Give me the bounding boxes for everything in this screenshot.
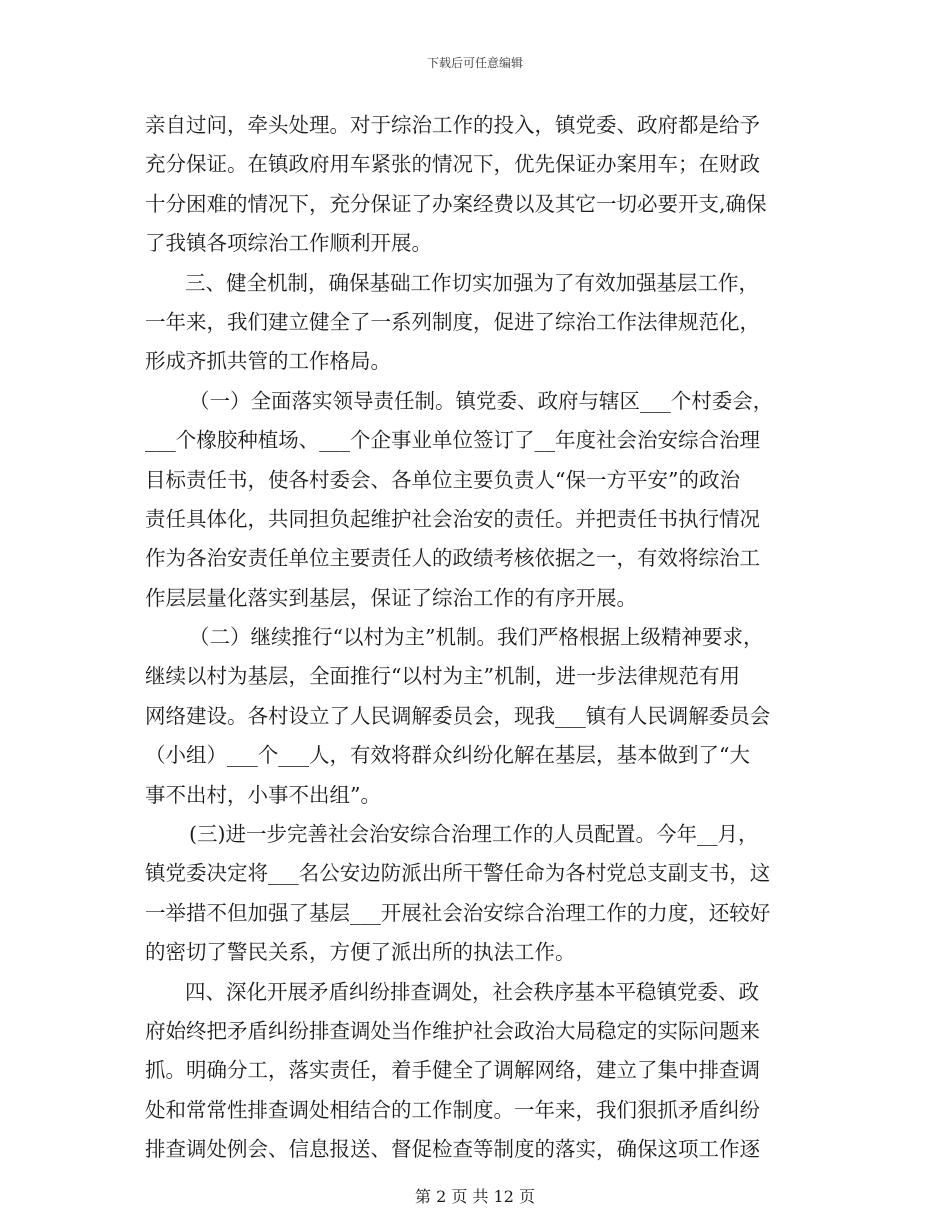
text-line: 形成齐抓共管的工作格局。 [145, 349, 391, 374]
text-line: 作为各治安责任单位主要责任人的政绩考核依据之一，有效将综治工 [145, 546, 760, 571]
text-line: 一举措不但加强了基层___开展社会治安综合治理工作的力度，还较好 [145, 900, 771, 925]
text-line: 镇党委决定将___名公安边防派出所干警任命为各村党总支副支书，这 [145, 861, 771, 886]
text-line: 亲自过问，牵头处理。对于综治工作的投入，镇党委、政府都是给予 [145, 113, 760, 137]
text-line: 府始终把矛盾纠纷排查调处当作维护社会政治大局稳定的实际问题来 [145, 1018, 760, 1043]
text-line: 的密切了警民关系，方便了派出所的执法工作。 [145, 940, 576, 965]
text-line: 排查调处例会、信息报送、督促检查等制度的落实，确保这项工作逐 [145, 1137, 760, 1162]
text-line: （小组）___个___人，有效将群众纠纷化解在基层，基本做到了“大 [145, 743, 750, 768]
section-heading-line: 三、健全机制，确保基础工作切实加强为了有效加强基层工作， [185, 270, 759, 295]
text-line: 十分困难的情况下，充分保证了办案经费以及其它一切必要开支,确保 [145, 191, 767, 216]
text-line: 目标责任书，使各村委会、各单位主要负责人“保一方平安”的政治 [145, 467, 740, 492]
subsection-heading-line: （二）继续推行“以村为主”机制。我们严格根据上级精神要求， [189, 625, 764, 650]
page-number-footer: 第 2 页 共 12 页 [415, 1187, 535, 1206]
text-line: 作层层量化落实到基层，保证了综治工作的有序开展。 [145, 585, 637, 610]
document-body [145, 106, 805, 1170]
text-line: 事不出村，小事不出组”。 [145, 782, 381, 807]
text-line: ___个橡胶种植场、___个企事业单位签订了__年度社会治安综合治理 [145, 428, 760, 453]
page-header: 下载后可任意编辑 [426, 56, 523, 70]
text-line: 了我镇各项综治工作顺利开展。 [145, 231, 432, 256]
subsection-heading-line: (三)进一步完善社会治安综合治理工作的人员配置。今年__月， [189, 822, 759, 847]
text-line: 一年来，我们建立健全了一系列制度，促进了综治工作法律规范化， [145, 309, 760, 334]
subsection-heading-line: （一）全面落实领导责任制。镇党委、政府与辖区___个村委会， [189, 388, 774, 413]
text-line: 责任具体化，共同担负起维护社会治安的责任。并把责任书执行情况 [145, 506, 760, 531]
text-line: 抓。明确分工，落实责任，着手健全了调解网络，建立了集中排查调 [145, 1058, 760, 1083]
text-line: 处和常常性排查调处相结合的工作制度。一年来，我们狠抓矛盾纠纷 [145, 1097, 760, 1122]
text-line: 充分保证。在镇政府用车紧张的情况下，优先保证办案用车；在财政 [145, 152, 760, 177]
text-line: 继续以村为基层，全面推行“以村为主”机制，进一步法律规范有用 [145, 664, 740, 689]
text-line: 网络建设。各村设立了人民调解委员会，现我___镇有人民调解委员会 [145, 703, 771, 728]
section-heading-line: 四、深化开展矛盾纠纷排查调处，社会秩序基本平稳镇党委、政 [185, 979, 759, 1004]
